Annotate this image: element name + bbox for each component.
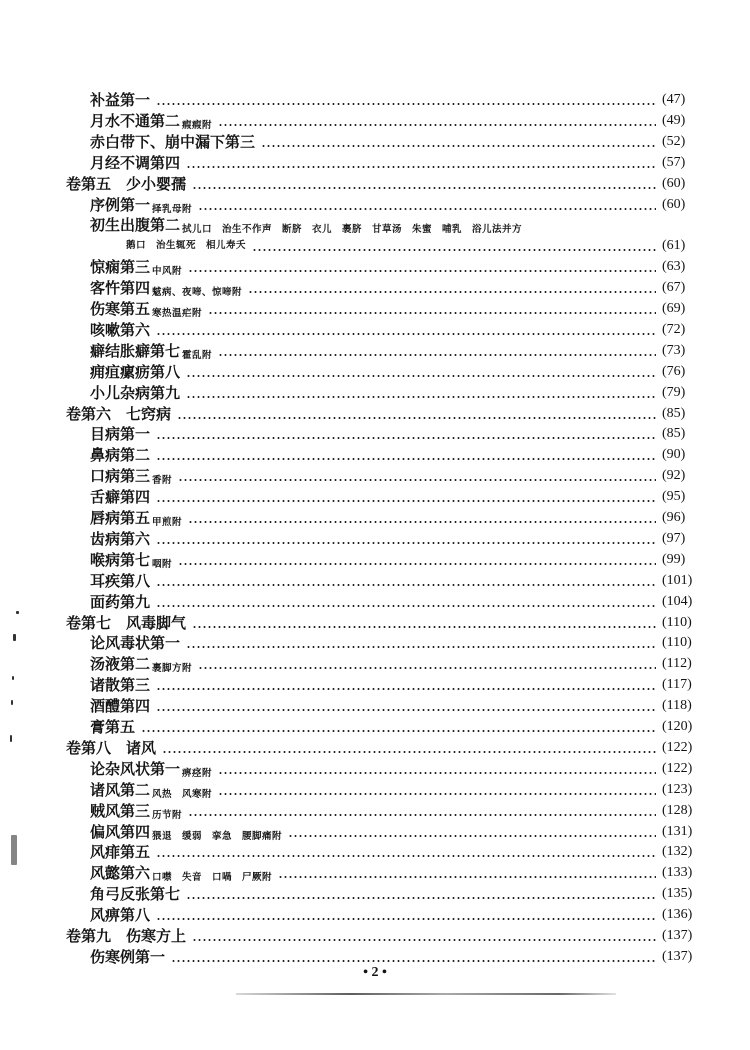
toc-entry[interactable] — [0, 360, 750, 382]
toc-entry[interactable] — [0, 422, 750, 444]
toc-page-number: (137) — [662, 928, 693, 943]
toc-entry[interactable] — [0, 297, 750, 319]
toc-entry-title: 论风毒状第一 — [90, 634, 181, 652]
toc-entry-title: 面药第九 — [90, 593, 151, 611]
dot-leader — [186, 387, 656, 399]
toc-entry-title: 伤寒第五 — [90, 300, 151, 318]
toc-entry-note: 痹痉附 — [182, 768, 213, 779]
toc-page-number: (133) — [662, 865, 693, 880]
dot-leader — [178, 470, 656, 482]
toc-entry-continuation — [0, 234, 750, 256]
toc-page-number: (128) — [662, 803, 693, 818]
toc-page-number: (96) — [662, 510, 686, 525]
toc-entry-title: 诸风第二 — [90, 781, 151, 799]
scan-artifact-line — [236, 993, 616, 995]
toc-entry-title: 舌癖第四 — [90, 488, 151, 506]
toc-page-number: (85) — [662, 406, 686, 421]
toc-entry-note: 甲煎附 — [152, 517, 183, 528]
toc-entry-title: 目病第一 — [90, 425, 151, 443]
toc-entry[interactable] — [0, 381, 750, 403]
dot-leader — [192, 617, 656, 629]
toc-entry[interactable] — [0, 318, 750, 340]
toc-entry-title: 角弓反张第七 — [90, 885, 181, 903]
toc-page-number: (137) — [662, 949, 693, 964]
toc-page-number: (60) — [662, 197, 686, 212]
toc-entry-note: 鹅口 治生辄死 相儿寿夭 — [126, 240, 247, 251]
dot-leader — [156, 449, 656, 461]
toc-entry[interactable] — [0, 213, 750, 235]
toc-entry-title: 齿病第六 — [90, 530, 151, 548]
toc-entry-title: 耳疾第八 — [90, 572, 151, 590]
toc-entry[interactable] — [0, 840, 750, 862]
toc-page-number: (110) — [662, 615, 692, 630]
toc-entry-note: 霍乱附 — [182, 350, 213, 361]
toc-page-number: (104) — [662, 594, 693, 609]
dot-leader — [156, 575, 656, 587]
toc-entry[interactable] — [0, 757, 750, 779]
toc-page-number: (60) — [662, 176, 686, 191]
toc-page-number: (90) — [662, 447, 686, 462]
toc-entry-title: 客忤第四 — [90, 279, 151, 297]
toc-entry[interactable] — [0, 255, 750, 277]
toc-page-number: (49) — [662, 113, 686, 128]
toc-entry-title: 卷第七 风毒脚气 — [66, 614, 187, 632]
toc-entry-title: 补益第一 — [90, 91, 151, 109]
toc-page-number: (76) — [662, 364, 686, 379]
dot-leader — [156, 700, 656, 712]
toc-entry[interactable] — [0, 673, 750, 695]
toc-volume-heading[interactable] — [0, 611, 750, 633]
toc-page-number: (97) — [662, 531, 686, 546]
toc-entry[interactable] — [0, 443, 750, 465]
toc-page-number: (136) — [662, 907, 693, 922]
toc-page-number: (118) — [662, 698, 692, 713]
toc-page-number: (52) — [662, 134, 686, 149]
toc-entry[interactable] — [0, 903, 750, 925]
toc-page-number: (47) — [662, 92, 686, 107]
toc-entry-title: 卷第五 少小婴孺 — [66, 175, 187, 193]
toc-entry-title: 痈疽瘰疬第八 — [90, 363, 181, 381]
toc-page-number: (123) — [662, 782, 693, 797]
toc-entry-title: 初生出腹第二 — [90, 216, 181, 234]
toc-entry-title: 喉病第七 — [90, 551, 151, 569]
toc-entry[interactable] — [0, 631, 750, 653]
toc-entry[interactable] — [0, 799, 750, 821]
toc-entry[interactable] — [0, 464, 750, 486]
page-number: • 2 • — [363, 965, 387, 980]
toc-page-number: (85) — [662, 426, 686, 441]
toc-entry-title: 伤寒例第一 — [90, 948, 166, 966]
toc-page-number: (79) — [662, 385, 686, 400]
dot-leader — [156, 909, 656, 921]
toc-entry-title: 赤白带下、崩中漏下第三 — [90, 133, 256, 151]
toc-entry[interactable] — [0, 130, 750, 152]
dot-leader — [177, 408, 656, 420]
scan-speck — [13, 634, 16, 641]
toc-entry-note: 风热 风寒附 — [152, 789, 213, 800]
dot-leader — [156, 846, 656, 858]
dot-leader — [186, 888, 656, 900]
dot-leader — [171, 951, 656, 963]
toc-entry-note: 瘕瘕附 — [182, 120, 213, 131]
toc-page-number: (67) — [662, 280, 686, 295]
toc-entry-title: 卷第八 诸风 — [66, 739, 157, 757]
toc-entry-title: 惊痫第三 — [90, 258, 151, 276]
toc-entry[interactable] — [0, 820, 750, 842]
toc-entry-title: 风懿第六 — [90, 864, 151, 882]
toc-entry[interactable] — [0, 193, 750, 215]
toc-entry-title: 月水不通第二 — [90, 112, 181, 130]
toc-entry[interactable] — [0, 652, 750, 674]
toc-entry[interactable] — [0, 715, 750, 737]
dot-leader — [248, 282, 656, 294]
toc-page-number: (112) — [662, 656, 692, 671]
toc-page-number: (63) — [662, 259, 686, 274]
toc-entry[interactable] — [0, 506, 750, 528]
dot-leader — [156, 533, 656, 545]
toc-entry-title: 咳嗽第六 — [90, 321, 151, 339]
scan-speck — [11, 835, 17, 865]
toc-entry-note: 魃病、夜啼、惊啼附 — [152, 287, 243, 298]
toc-volume-heading[interactable] — [0, 402, 750, 424]
dot-leader — [192, 178, 656, 190]
dot-leader — [186, 637, 656, 649]
toc-page-number: (101) — [662, 573, 693, 588]
toc-entry-title: 鼻病第二 — [90, 446, 151, 464]
toc-page-number: (131) — [662, 824, 693, 839]
toc-entry-title: 口病第三 — [90, 467, 151, 485]
toc-entry-note: 拭儿口 治生不作声 断脐 衣儿 裹脐 甘草汤 朱蜜 哺乳 浴儿法并方 — [182, 224, 523, 235]
dot-leader — [198, 199, 656, 211]
toc-page-number: (57) — [662, 155, 686, 170]
toc-volume-heading[interactable] — [0, 736, 750, 758]
dot-leader — [218, 784, 656, 796]
toc-entry[interactable] — [0, 485, 750, 507]
toc-page-number: (99) — [662, 552, 686, 567]
toc-page-number: (95) — [662, 489, 686, 504]
dot-leader — [188, 512, 656, 524]
dot-leader — [288, 826, 656, 838]
dot-leader — [192, 930, 656, 942]
toc-entry[interactable] — [0, 882, 750, 904]
scan-speck — [12, 676, 14, 680]
toc-entry[interactable] — [0, 88, 750, 110]
dot-leader — [186, 366, 656, 378]
scan-speck — [11, 700, 13, 705]
dot-leader — [218, 763, 656, 775]
toc-entry-title: 汤液第二 — [90, 655, 151, 673]
dot-leader — [156, 679, 656, 691]
dot-leader — [162, 742, 656, 754]
toc-entry-note: 裹脚方附 — [152, 663, 193, 674]
dot-leader — [218, 345, 656, 357]
toc-entry-note: 口噤 失音 口喎 尸厥附 — [152, 872, 273, 883]
toc-page-number: (72) — [662, 322, 686, 337]
toc-entry-title: 风痹第八 — [90, 906, 151, 924]
toc-page-number: (61) — [662, 238, 686, 253]
dot-leader — [188, 805, 656, 817]
toc-entry[interactable] — [0, 109, 750, 131]
toc-entry[interactable] — [0, 339, 750, 361]
toc-entry-title: 风痱第五 — [90, 843, 151, 861]
toc-entry[interactable] — [0, 778, 750, 800]
toc-entry-title: 卷第九 伤寒方上 — [66, 927, 187, 945]
toc-page-number: (110) — [662, 635, 692, 650]
toc-entry-title: 膏第五 — [90, 718, 136, 736]
toc-entry-note: 历节附 — [152, 810, 183, 821]
toc-entry-note: 咽附 — [152, 559, 173, 570]
scan-speck — [10, 735, 12, 742]
dot-leader — [186, 157, 656, 169]
dot-leader — [156, 596, 656, 608]
toc-entry-title: 序例第一 — [90, 196, 151, 214]
toc-entry-note: 猥退 缓弱 挛急 腰脚痛附 — [152, 831, 283, 842]
dot-leader — [156, 94, 656, 106]
toc-entry-title: 诸散第三 — [90, 676, 151, 694]
toc-entry[interactable] — [0, 861, 750, 883]
dot-leader — [218, 115, 656, 127]
toc-entry-title: 唇病第五 — [90, 509, 151, 527]
dot-leader — [156, 324, 656, 336]
toc-entry[interactable] — [0, 569, 750, 591]
toc-entry-title: 贼风第三 — [90, 802, 151, 820]
toc-volume-heading[interactable] — [0, 924, 750, 946]
toc-entry-note: 择乳母附 — [152, 204, 193, 215]
toc-entry[interactable] — [0, 590, 750, 612]
toc-entry-title: 癖结胀癖第七 — [90, 342, 181, 360]
toc-entry-title: 月经不调第四 — [90, 154, 181, 172]
toc-entry-note: 寒热温疟附 — [152, 308, 203, 319]
toc-page-number: (135) — [662, 886, 693, 901]
toc-page-number: (117) — [662, 677, 692, 692]
scan-speck — [16, 611, 19, 614]
toc-entry[interactable] — [0, 151, 750, 173]
toc-page-number: (73) — [662, 343, 686, 358]
toc-entry-note: 中风附 — [152, 266, 183, 277]
toc-page-number: (69) — [662, 301, 686, 316]
dot-leader — [156, 428, 656, 440]
dot-leader — [141, 721, 656, 733]
dot-leader — [261, 136, 656, 148]
toc-page-number: (132) — [662, 844, 693, 859]
toc-page-number: (120) — [662, 719, 693, 734]
toc-entry[interactable] — [0, 276, 750, 298]
toc-entry-title: 酒醴第四 — [90, 697, 151, 715]
toc-entry[interactable] — [0, 548, 750, 570]
toc-entry[interactable] — [0, 945, 750, 967]
dot-leader — [188, 261, 656, 273]
toc-page-number: (92) — [662, 468, 686, 483]
toc-entry-title: 论杂风状第一 — [90, 760, 181, 778]
toc-entry[interactable] — [0, 527, 750, 549]
dot-leader — [156, 491, 656, 503]
dot-leader — [252, 240, 656, 252]
toc-volume-heading[interactable] — [0, 172, 750, 194]
dot-leader — [198, 658, 656, 670]
toc-page-number: (122) — [662, 761, 693, 776]
toc-page-number: (122) — [662, 740, 693, 755]
toc-entry-title: 卷第六 七窍病 — [66, 405, 172, 423]
toc-entry-title: 偏风第四 — [90, 823, 151, 841]
dot-leader — [208, 303, 656, 315]
toc-entry-note: 香附 — [152, 475, 173, 486]
dot-leader — [178, 554, 656, 566]
dot-leader — [278, 867, 656, 879]
toc-entry-title: 小儿杂病第九 — [90, 384, 181, 402]
toc-entry[interactable] — [0, 694, 750, 716]
